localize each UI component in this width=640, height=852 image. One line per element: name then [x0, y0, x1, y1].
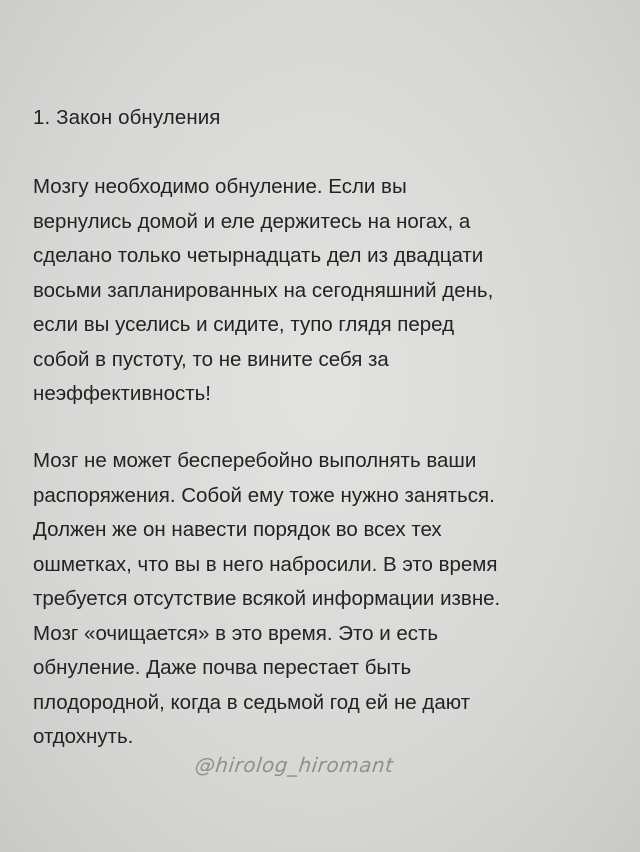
- text-line: Мозгу необходимо обнуление. Если вы: [33, 175, 407, 198]
- text-line: вернулись домой и еле держитесь на ногах, а: [33, 209, 471, 233]
- text-line: неэффективность!: [33, 382, 211, 405]
- text-line: Должен же он навести порядок во всех тех: [33, 518, 442, 541]
- text-line: сделано только четырнадцать дел из двадцати: [33, 244, 484, 267]
- text-line: плодородной, когда в седьмой год ей не дают: [33, 690, 471, 714]
- author-signature: @hirolog_hiromant: [193, 753, 395, 777]
- text-line: Мозг «очищается» в это время. Это и есть: [33, 621, 439, 645]
- section-heading: 1. Закон обнуления: [33, 106, 221, 129]
- paragraph-1: [33, 170, 623, 412]
- text-line: восьми запланированных на сегодняшний день,: [33, 278, 494, 302]
- text-line: отдохнуть.: [33, 725, 134, 748]
- text-line: собой в пустоту, то не вините себя за: [33, 347, 389, 371]
- paragraph-2: [33, 444, 623, 755]
- text-line: обнуление. Даже почва перестает быть: [33, 656, 412, 679]
- text-line: требуется отсутствие всякой информации извне.: [33, 587, 501, 610]
- text-line: Мозг не может бесперебойно выполнять ваши: [33, 449, 477, 472]
- text-line: распоряжения. Собой ему тоже нужно заняться.: [33, 483, 495, 507]
- text-line: ошметках, что вы в него набросили. В это время: [33, 552, 498, 576]
- text-line: если вы уселись и сидите, тупо глядя перед: [33, 313, 455, 336]
